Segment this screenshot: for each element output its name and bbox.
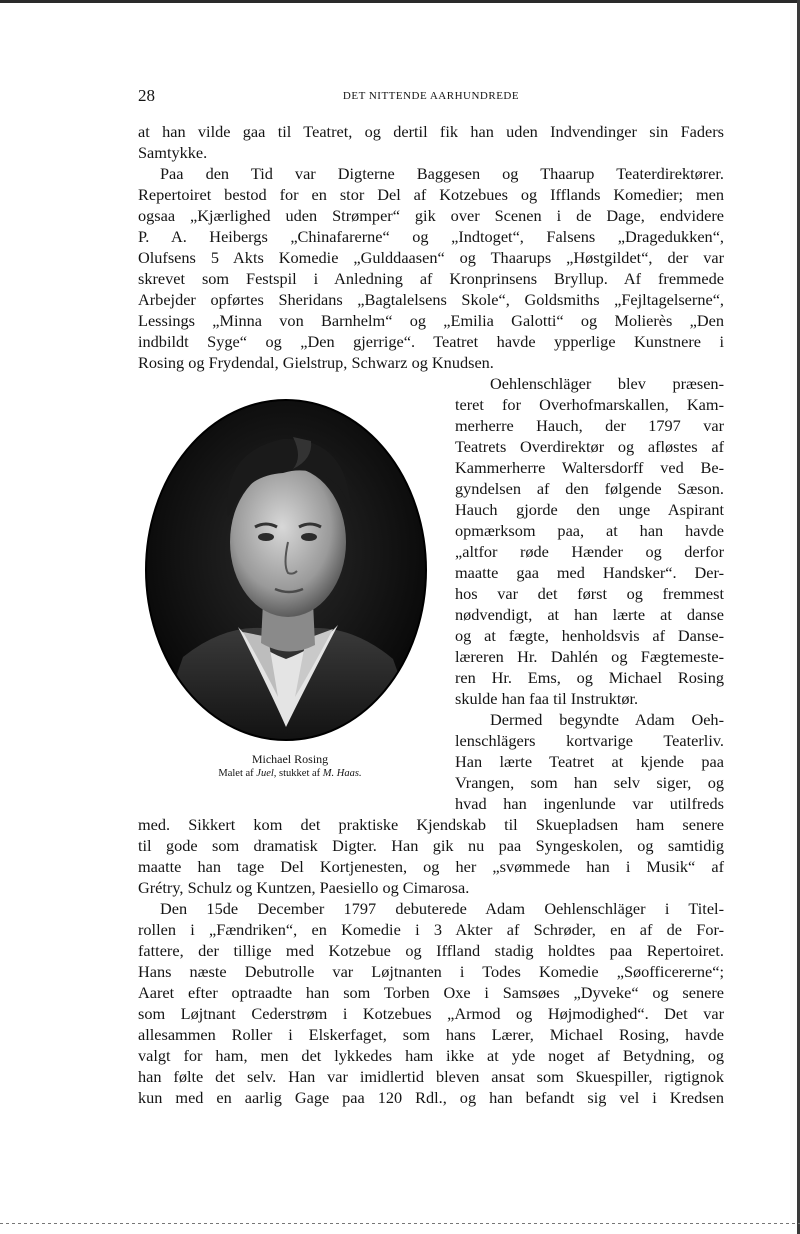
text-line: skrevet som Festspil i Anledning af Kronprinsens Bryllup. Af fremmede bbox=[138, 269, 724, 288]
text-line: han følte det selv. Han var imidlertid bleven ansat som Skuespiller, rigtignok bbox=[138, 1067, 724, 1086]
text-line: maatte gaa med Handsker“. Der- bbox=[455, 563, 724, 582]
scan-edge-top bbox=[0, 0, 800, 3]
text-line: lenschlägers kortvarige Teaterliv. bbox=[455, 731, 724, 750]
text-line: Aaret efter optraadte han som Torben Oxe i Samsøes „Dyveke“ og senere bbox=[138, 983, 724, 1002]
text-line: Grétry, Schulz og Kuntzen, Paesiello og Cimarosa. bbox=[138, 878, 470, 897]
text-line: ogsaa „Kjærlighed uden Strømper“ gik over Scenen i de Dage, endvidere bbox=[138, 206, 724, 225]
text-line: Samtykke. bbox=[138, 143, 208, 162]
text-line: Vrangen, som han selv siger, og bbox=[455, 773, 724, 792]
text-line: ren Hr. Ems, og Michael Rosing bbox=[455, 668, 724, 687]
text-line: som Løjtnant Cederstrøm i Kotzebues „Armod og Højmodighed“. Det var bbox=[138, 1004, 724, 1023]
text-line: Kammerherre Waltersdorff ved Be- bbox=[455, 458, 724, 477]
text-line: skulde han faa til Instruktør. bbox=[455, 689, 639, 708]
text-line: og at fægte, henholdsvis af Danse- bbox=[455, 626, 724, 645]
text-line: med. Sikkert kom det praktiske Kjendskab til Skuepladsen ham senere bbox=[138, 815, 724, 834]
text-line: valgt for ham, men det lykkedes ham ikke at yde noget af Betydning, og bbox=[138, 1046, 724, 1065]
text-line: Lessings „Minna von Barnhelm“ og „Emilia Galotti“ og Molierès „Den bbox=[138, 311, 724, 330]
text-line: Dermed begyndte Adam Oeh- bbox=[490, 710, 724, 729]
text-line: fattere, der tillige med Kotzebue og Iffland stadig holdtes paa Repertoiret. bbox=[138, 941, 724, 960]
figure-caption: Michael Rosing bbox=[251, 752, 329, 766]
text-line: Han lærte Teatret at kjende paa bbox=[455, 752, 724, 771]
text-line: Rosing og Frydendal, Gielstrup, Schwarz og Knudsen. bbox=[138, 353, 494, 372]
text-line: rollen i „Fændriken“, en Komedie i 3 Akter af Schrøder, en af de For- bbox=[138, 920, 724, 939]
text-line: Oehlenschläger blev præsen- bbox=[490, 374, 724, 393]
text-line: kun med en aarlig Gage paa 120 Rdl., og han befandt sig vel i Kredsen bbox=[138, 1088, 724, 1107]
text-line: Olufsens 5 Akts Komedie „Gulddaasen“ og Thaarups „Høstgildet“, der var bbox=[138, 248, 724, 267]
text-line: maatte han tage Del Kortjenesten, og her „svømmede han i Musik“ af bbox=[138, 857, 724, 876]
text-line: P. A. Heibergs „Chinafarerne“ og „Indtoget“, Falsens „Dragedukken“, bbox=[138, 227, 724, 246]
text-line: hos var det først og fremmest bbox=[455, 584, 724, 603]
text-line: Hans næste Debutrolle var Løjtnanten i Todes Komedie „Søofficererne“; bbox=[138, 962, 724, 981]
text-line: hvad han ingenlunde var utilfreds bbox=[455, 794, 724, 813]
text-line: opmærksom paa, at han havde bbox=[455, 521, 724, 540]
page-number: 28 bbox=[138, 86, 155, 105]
text-line: til gode som dramatisk Digter. Han gik nu paa Syngeskolen, og samtidig bbox=[138, 836, 724, 855]
text-line: Hauch gjorde den unge Aspirant bbox=[455, 500, 724, 519]
credit-painter: Juel, bbox=[256, 768, 277, 779]
text-line: allesammen Roller i Elskerfaget, som hans Lærer, Michael Rosing, havde bbox=[138, 1025, 724, 1044]
scan-edge-bottom bbox=[0, 1223, 800, 1224]
text-line: indbildt Syge“ og „Den gjerrige“. Teatret havde ypperlige Kunstnere i bbox=[138, 332, 724, 351]
credit-prefix: Malet af bbox=[218, 768, 257, 779]
credit-middle: stukket af bbox=[276, 768, 323, 779]
figure-credit bbox=[180, 768, 400, 779]
text-line: at han vilde gaa til Teatret, og dertil fik han uden Indvendinger sin Faders bbox=[138, 122, 724, 141]
text-line: Paa den Tid var Digterne Baggesen og Thaarup Teaterdirektører. bbox=[160, 164, 724, 183]
text-line: „altfor røde Hænder og derfor bbox=[455, 542, 724, 561]
text-line: gyndelsen af den følgende Sæson. bbox=[455, 479, 724, 498]
text-line: Arbejder opførtes Sheridans „Bagtalelsens Skole“, Goldsmiths „Fejltagelserne“, bbox=[138, 290, 724, 309]
credit-engraver: M. Haas. bbox=[322, 768, 362, 779]
running-head: DET NITTENDE AARHUNDREDE bbox=[342, 90, 520, 102]
text-line: Repertoiret bestod for en stor Del af Kotzebues og Ifflands Komedier; men bbox=[138, 185, 724, 204]
text-line: Den 15de December 1797 debuterede Adam Oehlenschläger i Titel- bbox=[160, 899, 724, 918]
text-line: nødvendigt, at han lærte at danse bbox=[455, 605, 724, 624]
page-header bbox=[138, 86, 724, 106]
portrait-engraving bbox=[143, 397, 429, 743]
text-line: læreren Hr. Dahlén og Fægtemeste- bbox=[455, 647, 724, 666]
text-line: merherre Hauch, der 1797 var bbox=[455, 416, 724, 435]
text-line: teret for Overhofmarskallen, Kam- bbox=[455, 395, 724, 414]
text-line: Teatrets Overdirektør og afløstes af bbox=[455, 437, 724, 456]
